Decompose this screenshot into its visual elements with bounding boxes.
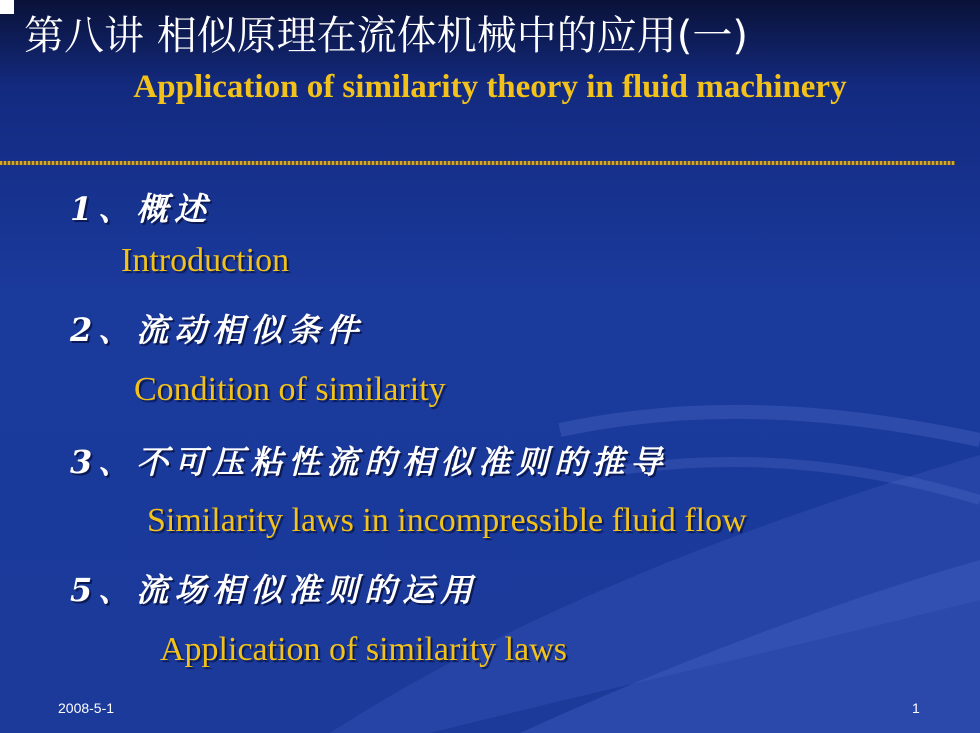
item-4-english-subtitle: Application of similarity laws bbox=[160, 631, 567, 668]
slide-title-english: Application of similarity theory in fluid machinery bbox=[133, 69, 847, 105]
item-2-english-subtitle: Condition of similarity bbox=[134, 371, 446, 408]
footer-page-number: 1 bbox=[912, 700, 920, 716]
item-3-english-subtitle: Similarity laws in incompressible fluid flow bbox=[147, 502, 747, 539]
item-2-chinese-heading: 2、流动相似条件 bbox=[70, 311, 365, 349]
item-4-chinese-heading: 5、流场相似准则的运用 bbox=[70, 571, 479, 609]
footer-date: 2008-5-1 bbox=[58, 700, 115, 716]
item-1-english-subtitle: Introduction bbox=[121, 242, 290, 279]
slide-title-chinese: 第八讲 相似原理在流体机械中的应用(一) bbox=[24, 13, 748, 59]
title-divider-rule bbox=[0, 161, 955, 165]
item-1-chinese-heading: 1、概述 bbox=[70, 190, 213, 228]
slide-corner-mark bbox=[0, 0, 14, 14]
item-3-chinese-heading: 3、不可压粘性流的相似准则的推导 bbox=[70, 443, 669, 481]
